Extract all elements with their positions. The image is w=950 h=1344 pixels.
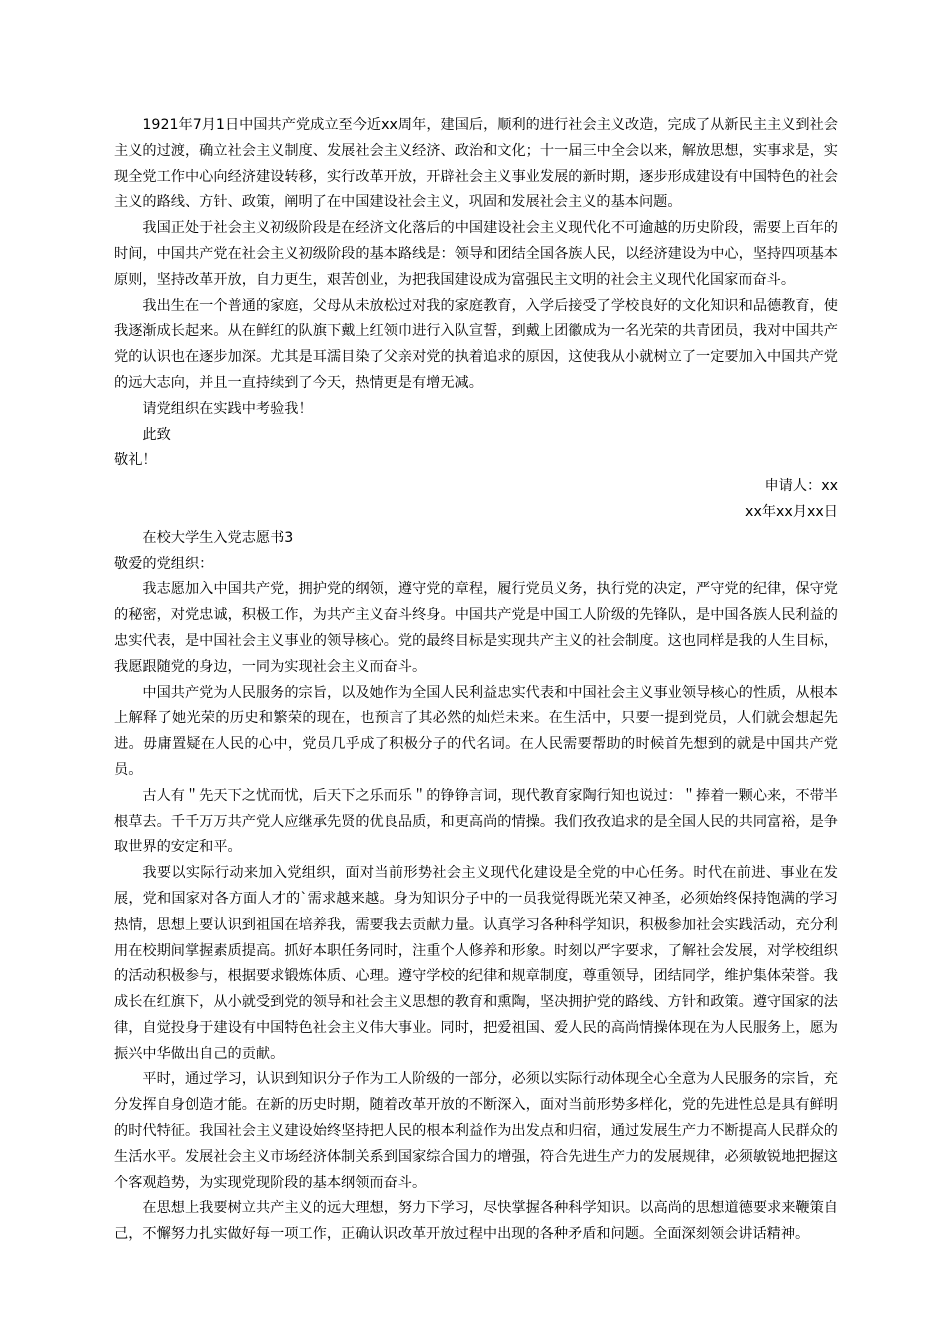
letter1-paragraph-4: 请党组织在实践中考验我！ (142, 400, 313, 417)
letter1-date: xx年xx月xx日 (745, 503, 838, 520)
document-page (114, 113, 838, 1248)
letter1-applicant: 申请人：xx (764, 478, 838, 495)
letter1-paragraph-1: 1921年7月1日中国共产党成立至今近xx周年，建国后，顺利的进行社会主义改造，完成了从新民主主义到社会主义的过渡，确立社会主义制度、发展社会主义经济、政治和文化；十一届三中全会以来，解放思想，实事求是，实现全党工作中心向经济建设转移，实行改革开放，开辟社会主义事业发展的新时期，逐步形成建设有中国特色的社会主义的路线、方针、政策，阐明了在中国建设社会主义，巩固和发展社会主义的基本问题。 (114, 117, 838, 211)
letter2-paragraph-5: 平时，通过学习，认识到知识分子作为工人阶级的一部分，必须以实际行动体现全心全意为人民服务的宗旨，充分发挥自身创造才能。在新的历史时期，随着改革开放的不断深入，面对当前形势多样化，党的先进性总是具有鲜明的时代特征。我国社会主义建设始终坚持把人民的根本利益作为出发点和归宿，通过发展生产力不断提高人民群众的生活水平。发展社会主义市场经济体制关系到国家综合国力的增强，符合先进生产力的发展规律，必须敏锐地把握这个客观趋势，为实现党现阶段的基本纲领而奋斗。 (114, 1071, 838, 1191)
letter1-paragraph-3: 我出生在一个普通的家庭，父母从未放松过对我的家庭教育，入学后接受了学校良好的文化知识和品德教育，使我逐渐成长起来。从在鲜红的队旗下戴上红领巾进行入队宣誓，到戴上团徽成为一名光荣的共青团员，我对中国共产党的认识也在逐步加深。尤其是耳濡目染了父亲对党的执着追求的原因，这使我从小就树立了一定要加入中国共产党的远大志向，并且一直持续到了今天，热情更是有增无减。 (114, 297, 838, 391)
letter1-paragraph-2: 我国正处于社会主义初级阶段是在经济文化落后的中国建设社会主义现代化不可逾越的历史阶段，需要上百年的时间，中国共产党在社会主义初级阶段的基本路线是：领导和团结全国各族人民，以经济建设为中心，坚持四项基本原则，坚持改革开放，自力更生，艰苦创业，为把我国建设成为富强民主文明的社会主义现代化国家而奋斗。 (114, 220, 838, 288)
letter1-closing: 此致 (142, 426, 171, 443)
letter2-paragraph-2: 中国共产党为人民服务的宗旨，以及她作为全国人民利益忠实代表和中国社会主义事业领导核心的性质，从根本上解释了她光荣的历史和繁荣的现在，也预言了其必然的灿烂未来。在生活中，只要一提到党员，人们就会想起先进。毋庸置疑在人民的心中，党员几乎成了积极分子的代名词。在人民需要帮助的时候首先想到的就是中国共产党员。 (114, 684, 838, 778)
letter2-title: 在校大学生入党志愿书3 (142, 529, 294, 546)
letter2-paragraph-1: 我志愿加入中国共产党，拥护党的纲领，遵守党的章程，履行党员义务，执行党的决定，严守党的纪律，保守党的秘密，对党忠诚，积极工作，为共产主义奋斗终身。中国共产党是中国工人阶级的先锋队，是中国各族人民利益的忠实代表，是中国社会主义事业的领导核心。党的最终目标是实现共产主义的社会制度。这也同样是我的人生目标，我愿跟随党的身边，一同为实现社会主义而奋斗。 (114, 581, 838, 675)
letter2-paragraph-4: 我要以实际行动来加入党组织，面对当前形势社会主义现代化建设是全党的中心任务。时代在前进、事业在发展，党和国家对各方面人才的`需求越来越。身为知识分子中的一员我觉得既光荣又神圣，必须始终保持饱满的学习热情，思想上要认识到祖国在培养我，需要我去贡献力量。认真学习各种科学知识，积极参加社会实践活动，充分利用在校期间掌握素质提高。抓好本职任务同时，注重个人修养和形象。时刻以严字要求，了解社会发展，对学校组织的活动积极参与，根据要求锻炼体质、心理。遵守学校的纪律和规章制度，尊重领导，团结同学，维护集体荣誉。我成长在红旗下，从小就受到党的领导和社会主义思想的教育和熏陶，坚决拥护党的路线、方针和政策。遵守国家的法律，自觉投身于建设有中国特色社会主义伟大事业。同时，把爱祖国、爱人民的高尚情操体现在为人民服务上，愿为振兴中华做出自己的贡献。 (114, 865, 838, 1062)
letter1-salute: 敬礼！ (114, 452, 157, 469)
letter2-paragraph-6: 在思想上我要树立共产主义的远大理想，努力下学习，尽快掌握各种科学知识。以高尚的思想道德要求来鞭策自己，不懈努力扎实做好每一项工作，正确认识改革开放过程中出现的各种矛盾和问题。全面深刻领会讲话精神。 (114, 1200, 838, 1243)
letter2-paragraph-3: 古人有＂先天下之忧而忧，后天下之乐而乐＂的铮铮言词，现代教育家陶行知也说过：＂捧着一颗心来，不带半根草去。千千万万共产党人应继承先贤的优良品质，和更高尚的情操。我们孜孜追求的是全国人民的共同富裕，是争取世界的安定和平。 (114, 787, 838, 856)
letter2-greeting: 敬爱的党组织： (114, 555, 214, 572)
